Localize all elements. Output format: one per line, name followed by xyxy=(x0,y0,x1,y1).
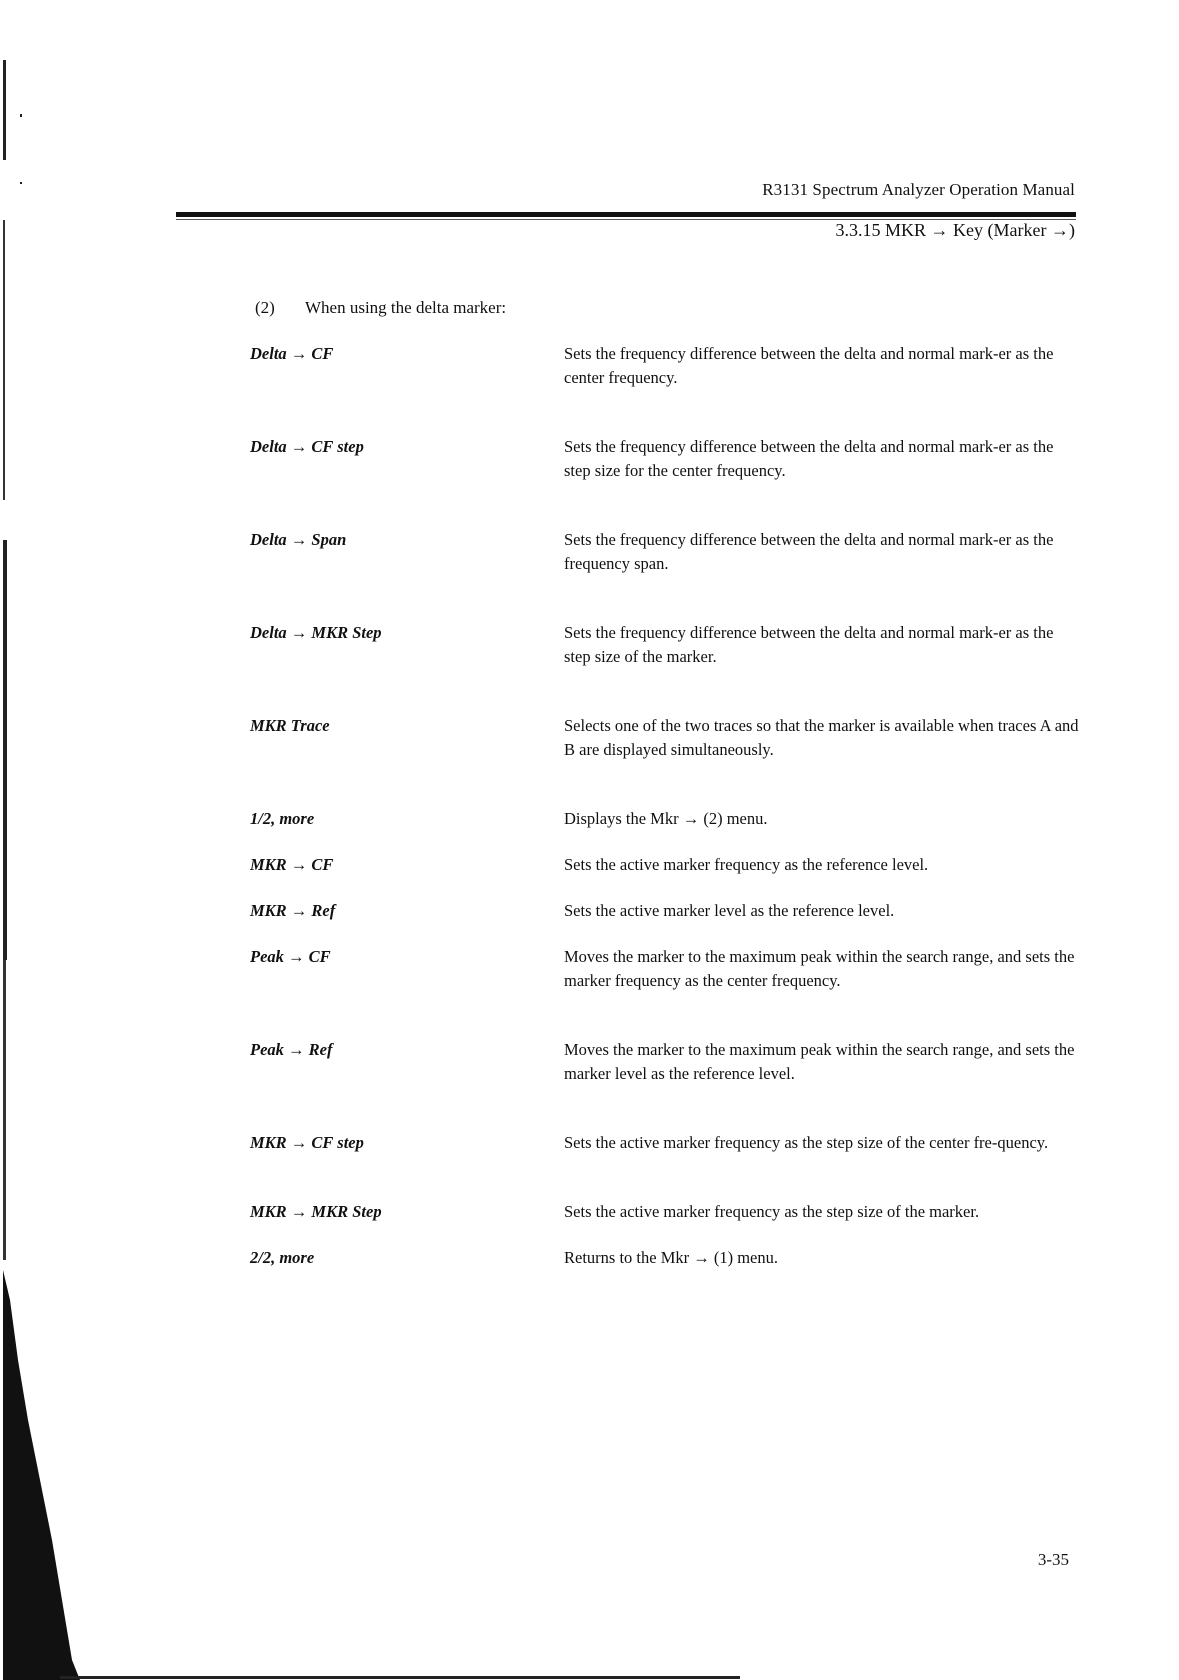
definition-entry xyxy=(250,1131,1080,1155)
softkey-description: Selects one of the two traces so that the marker is available when traces A and B are displayed simultaneously. xyxy=(564,716,1079,759)
definition-list xyxy=(250,342,1080,1270)
softkey-term: Delta → CF xyxy=(250,344,334,363)
definition-entry xyxy=(250,1246,1080,1270)
softkey-description: Returns to the Mkr → (1) menu. xyxy=(564,1248,779,1267)
softkey-description: Sets the frequency difference between the delta and normal mark-er as the center frequency. xyxy=(564,344,1054,387)
softkey-term: Peak → CF xyxy=(250,947,331,966)
softkey-term: MKR → CF xyxy=(250,855,334,874)
softkey-description: Displays the Mkr → (2) menu. xyxy=(564,809,768,828)
definition-entry xyxy=(250,714,1080,762)
intro-number: (2) xyxy=(255,298,275,317)
definition-entry xyxy=(250,1200,1080,1224)
definition-entry xyxy=(250,1038,1080,1086)
softkey-term: MKR → Ref xyxy=(250,901,336,920)
header-rule xyxy=(176,212,1076,217)
definition-entry xyxy=(250,621,1080,669)
softkey-term: Delta → MKR Step xyxy=(250,623,382,642)
definition-entry xyxy=(250,945,1080,993)
definition-entry xyxy=(250,528,1080,576)
softkey-term: Peak → Ref xyxy=(250,1040,333,1059)
section-reference: 3.3.15 MKR → Key (Marker →) xyxy=(835,220,1075,240)
definition-entry xyxy=(250,899,1080,923)
definition-entry xyxy=(250,435,1080,483)
softkey-term: 2/2, more xyxy=(250,1248,315,1267)
definition-entry xyxy=(250,807,1080,831)
softkey-description: Sets the active marker frequency as the reference level. xyxy=(564,855,929,874)
softkey-description: Sets the frequency difference between the delta and normal mark-er as the frequency span. xyxy=(564,530,1054,573)
intro-line xyxy=(255,298,506,318)
intro-text: When using the delta marker: xyxy=(305,298,507,317)
softkey-description: Sets the frequency difference between the delta and normal mark-er as the step size for the center frequency. xyxy=(564,437,1054,480)
manual-title: R3131 Spectrum Analyzer Operation Manual xyxy=(762,180,1075,199)
page-number: 3-35 xyxy=(1037,1550,1069,1569)
scan-bottom-edge xyxy=(60,1676,740,1679)
softkey-term: 1/2, more xyxy=(250,809,315,828)
softkey-description: Sets the active marker frequency as the step size of the marker. xyxy=(564,1202,980,1221)
scan-edge-artifact xyxy=(0,0,80,1680)
softkey-term: MKR → CF step xyxy=(250,1133,364,1152)
softkey-description: Sets the active marker level as the reference level. xyxy=(564,901,895,920)
definition-entry xyxy=(250,853,1080,877)
softkey-description: Sets the active marker frequency as the step size of the center fre-quency. xyxy=(564,1133,1049,1152)
softkey-term: MKR → MKR Step xyxy=(250,1202,382,1221)
definition-entry xyxy=(250,342,1080,390)
softkey-description: Sets the frequency difference between the delta and normal mark-er as the step size of the marker. xyxy=(564,623,1054,666)
softkey-term: MKR Trace xyxy=(250,716,330,735)
softkey-term: Delta → Span xyxy=(250,530,347,549)
softkey-term: Delta → CF step xyxy=(250,437,364,456)
softkey-description: Moves the marker to the maximum peak within the search range, and sets the marker level as the reference level. xyxy=(564,1040,1075,1083)
softkey-description: Moves the marker to the maximum peak within the search range, and sets the marker frequency as the center frequency. xyxy=(564,947,1075,990)
